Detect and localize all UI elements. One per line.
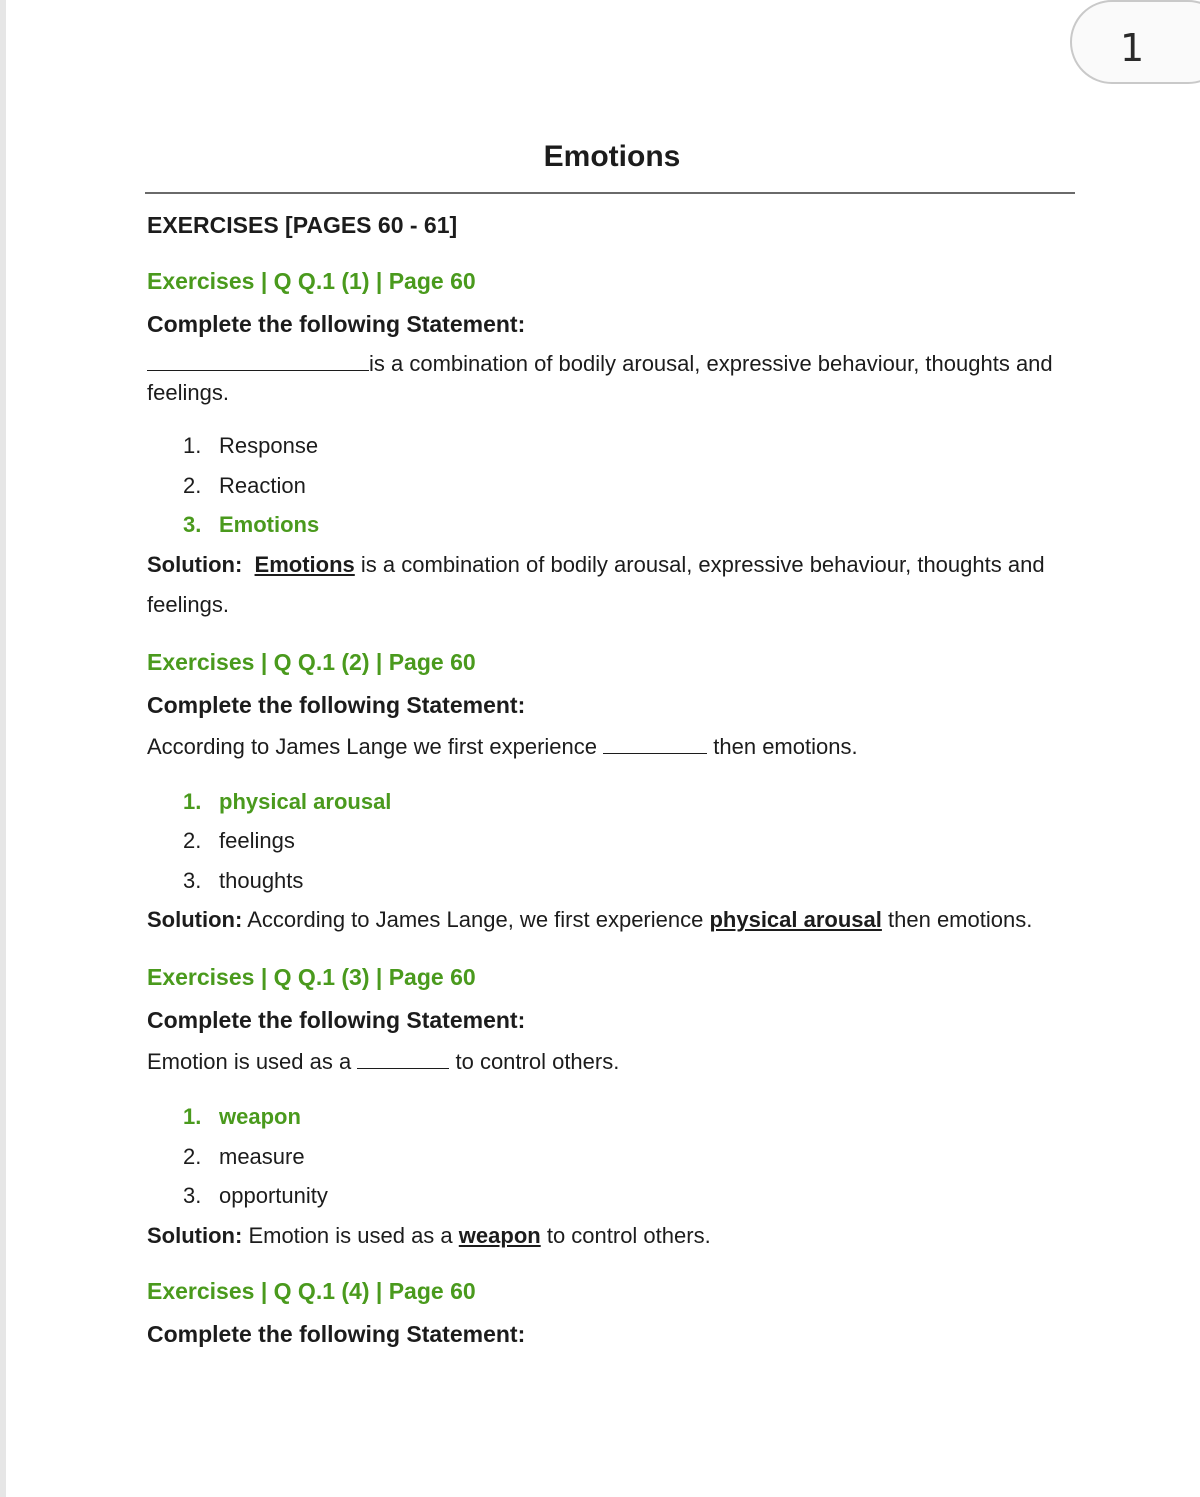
question-instruction: Complete the following Statement: [147, 1007, 526, 1033]
question-heading: Exercises | Q Q.1 (1) | Page 60 [147, 268, 476, 294]
option-item: 1. Response [183, 433, 319, 458]
option-item-correct: 3. Emotions [183, 512, 320, 537]
solution-before: Emotion is used as a [248, 1222, 453, 1248]
question-instruction: Complete the following Statement: [147, 691, 526, 718]
question-statement [147, 349, 1077, 407]
question-heading: Exercises | Q Q.1 (4) | Page 60 [147, 1277, 476, 1304]
fill-blank [147, 352, 369, 371]
fill-blank [357, 1050, 449, 1069]
option-item-correct: 1. weapon [183, 1104, 301, 1129]
option-item-correct: 1. physical arousal [183, 788, 392, 814]
solution-answer: physical arousal [709, 907, 882, 932]
solution-text [147, 1216, 1077, 1256]
title-divider [145, 192, 1075, 194]
solution-text [147, 900, 1077, 940]
question-statement [147, 732, 1077, 762]
page-number-badge [1070, 0, 1200, 84]
question-block-3 [147, 962, 1077, 1256]
question-instruction: Complete the following Statement: [147, 1320, 526, 1347]
option-item: 2. Reaction [183, 472, 306, 498]
solution-rest: to control others. [546, 1222, 711, 1248]
question-heading: Exercises | Q Q.1 (3) | Page 60 [147, 964, 476, 990]
statement-text: is a combination of bodily arousal, expressive behaviour, thoughts and feelings. [147, 351, 1053, 405]
question-block-2 [147, 647, 1077, 941]
option-item: 2. measure [183, 1143, 305, 1169]
question-block-4 [147, 1276, 1077, 1349]
statement-text: then emotions. [713, 733, 858, 759]
solution-answer: weapon [458, 1222, 541, 1248]
solution-label: Solution: [147, 907, 243, 932]
statement-text: to control others. [455, 1049, 620, 1074]
section-heading: EXERCISES [PAGES 60 - 61] [147, 212, 458, 238]
options-list [183, 426, 1077, 545]
option-item: 2. feelings [183, 828, 295, 853]
page-title: Emotions [543, 140, 681, 173]
question-instruction: Complete the following Statement: [147, 311, 526, 337]
page-left-edge [0, 0, 6, 1497]
document-page [147, 130, 1077, 1349]
statement-text: According to James Lange we first experience [147, 733, 598, 759]
solution-label: Solution: [147, 1222, 243, 1248]
solution-rest: then emotions. [888, 907, 1033, 932]
question-block-1 [147, 266, 1077, 625]
option-item: 3. thoughts [183, 867, 304, 893]
statement-text: Emotion is used as a [147, 1049, 352, 1074]
options-list [183, 782, 1077, 901]
question-statement [147, 1047, 1077, 1077]
solution-before: According to James Lange, we first experience [247, 907, 704, 932]
solution-answer: Emotions [254, 551, 355, 577]
solution-rest: is a combination of bodily arousal, expressive behaviour, thoughts and feelings. [147, 551, 1045, 617]
page-number: 1 [1120, 26, 1145, 70]
solution-text [147, 545, 1077, 625]
options-list [183, 1097, 1077, 1216]
solution-label: Solution: [147, 551, 243, 577]
fill-blank [603, 735, 707, 754]
option-item: 3. opportunity [183, 1183, 328, 1208]
question-heading: Exercises | Q Q.1 (2) | Page 60 [147, 648, 476, 675]
